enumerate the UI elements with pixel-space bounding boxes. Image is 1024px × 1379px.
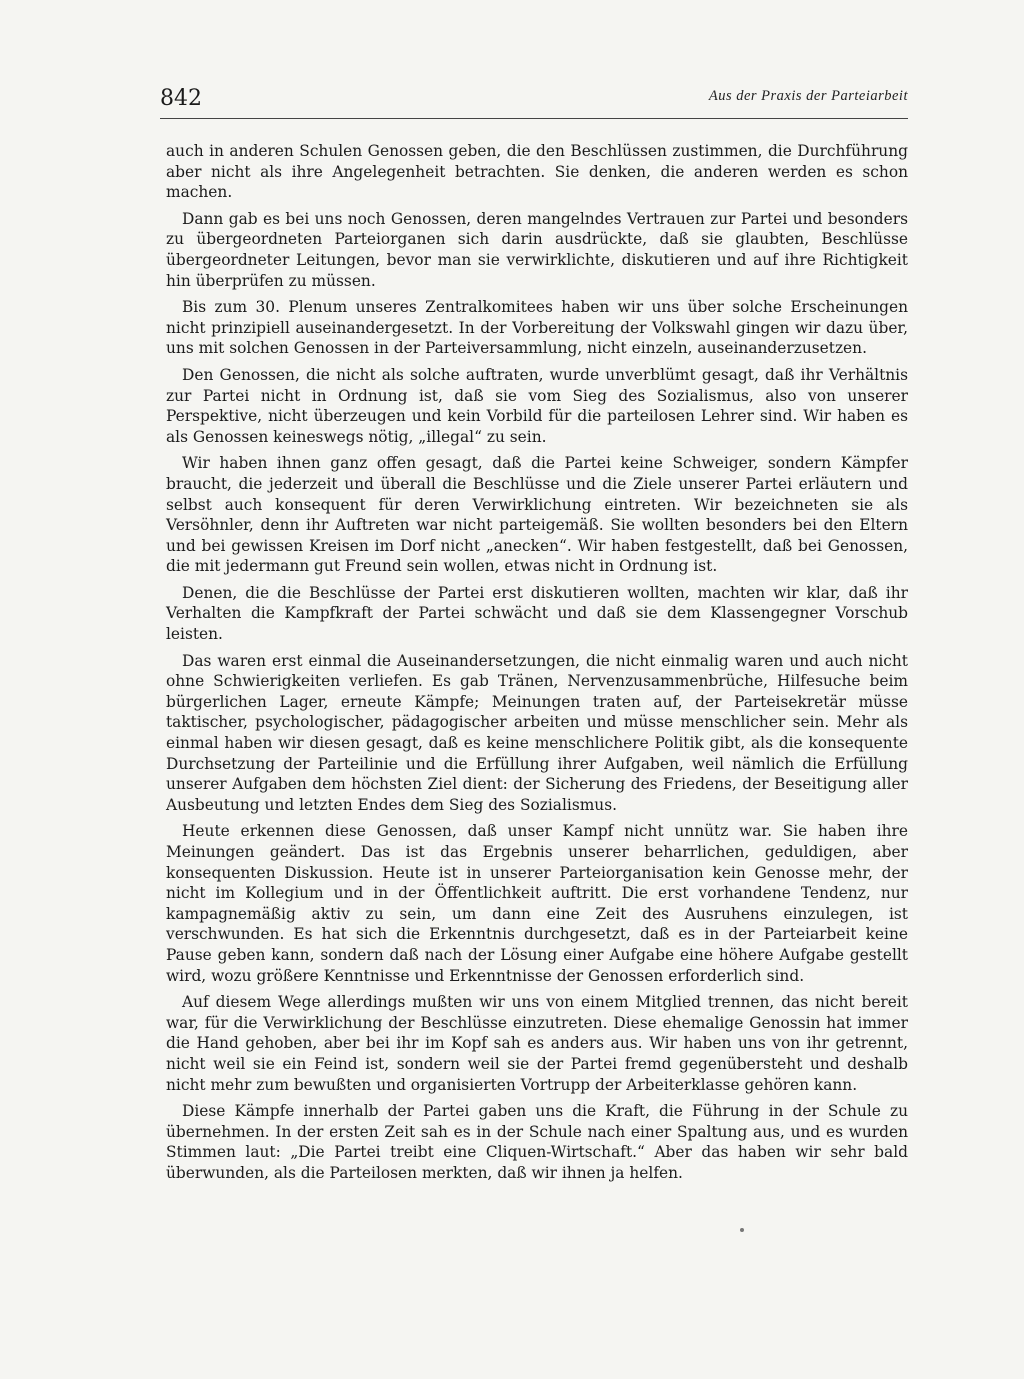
paragraph-10: Diese Kämpfe innerhalb der Partei gaben uns die Kraft, die Führung in der Schule zu übernehmen. In der ersten Zeit sah es in der Schule nach einer Spaltung aus, und es wurden Stimmen laut: „Die Partei treibt eine Cliquen-Wirtschaft.“ Aber das haben wir sehr bald überwunden, als die Parteilosen merkten, daß wir ihnen ja helfen. <box>166 1102 908 1182</box>
paragraph-3: Bis zum 30. Plenum unseres Zentralkomitees haben wir uns über solche Erscheinungen nicht prinzipiell auseinandergesetzt. In der Vorbereitung der Volkswahl gingen wir dazu über, uns mit solchen Genossen in der Parteiversammlung, nicht einzeln, auseinanderzusetzen. <box>166 298 908 358</box>
page-number: 842 <box>160 86 202 111</box>
running-head: Aus der Praxis der Parteiarbeit <box>708 88 908 104</box>
body-text <box>166 141 908 1190</box>
paragraph-4: Den Genossen, die nicht als solche auftraten, wurde unverblümt gesagt, daß ihr Verhältnis zur Partei nicht in Ordnung ist, daß sie vom Sieg des Sozialismus, also von unserer Perspektive, nicht überzeugen und kein Vorbild für die parteilosen Lehrer sind. Wir haben es als Genossen keineswegs nötig, „illegal“ zu sein. <box>166 365 908 446</box>
ink-speck <box>740 1228 744 1232</box>
paragraph-2: Dann gab es bei uns noch Genossen, deren mangelndes Vertrauen zur Partei und besonders zu übergeordneten Parteiorganen sich darin ausdrückte, daß sie glaubten, Beschlüsse übergeordneter Leitungen, bevor man sie verwirklichte, diskutieren und auf ihre Richtigkeit hin überprüfen zu müssen. <box>166 209 908 290</box>
paragraph-5: Wir haben ihnen ganz offen gesagt, daß die Partei keine Schweiger, sondern Kämpfer braucht, die jederzeit und überall die Beschlüsse und die Ziele unserer Partei erläutern und selbst auch konsequent für deren Verwirklichung eintreten. Wir bezeichneten sie als Versöhnler, denn ihr Auftreten war nicht parteigemäß. Sie wollten besonders bei den Eltern und bei gewissen Kreisen im Dorf nicht „anecken“. Wir haben festgestellt, daß bei Genossen, die mit jedermann gut Freund sein wollen, etwas nicht in Ordnung ist. <box>166 454 908 576</box>
paragraph-1: auch in anderen Schulen Genossen geben, die den Beschlüssen zustimmen, die Durchführung aber nicht als ihre Angelegenheit betrachten. Sie denken, die anderen werden es schon machen. <box>166 142 908 202</box>
page-header <box>160 84 908 119</box>
paragraph-9: Auf diesem Wege allerdings mußten wir uns von einem Mitglied trennen, das nicht bereit war, für die Verwirklichung der Beschlüsse einzutreten. Diese ehemalige Genossin hat immer die Hand gehoben, aber bei ihr im Kopf sah es anders aus. Wir haben uns von ihr getrennt, nicht weil sie ein Feind ist, sondern weil sie der Partei fremd gegenübersteht und deshalb nicht mehr zum bewußten und organisierten Vortrupp der Arbeiterklasse gehören kann. <box>166 993 908 1094</box>
paragraph-7: Das waren erst einmal die Auseinandersetzungen, die nicht einmalig waren und auch nicht ohne Schwierigkeiten verliefen. Es gab Tränen, Nervenzusammenbrüche, Hilfesuche beim bürgerlichen Lager, erneute Kämpfe; Meinungen traten auf, der Parteisekretär müsse taktischer, psychologischer, pädagogischer arbeiten und müsse menschlicher sein. Mehr als einmal haben wir diesen gesagt, daß es keine menschlichere Politik gibt, als die konsequente Durchsetzung der Parteilinie und die Erfüllung ihrer Aufgaben, weil nämlich die Erfüllung unserer Aufgaben dem höchsten Ziel dient: der Sicherung des Friedens, der Beseitigung aller Ausbeutung und letzten Endes dem Sieg des Sozialismus. <box>166 651 908 814</box>
paragraph-6: Denen, die die Beschlüsse der Partei erst diskutieren wollten, machten wir klar, daß ihr Verhalten die Kampfkraft der Partei schwächt und daß sie dem Klassengegner Vorschub leisten. <box>166 583 908 644</box>
paragraph-8: Heute erkennen diese Genossen, daß unser Kampf nicht unnütz war. Sie haben ihre Meinungen geändert. Das ist das Ergebnis unserer beharrlichen, geduldigen, aber konsequenten Diskussion. Heute ist in unserer Parteiorganisation kein Genosse mehr, der nicht im Kollegium und in der Öffentlichkeit auftritt. Die erst vorhandene Tendenz, nur kampagnemäßig aktiv zu sein, um dann eine Zeit des Ausruhens einzulegen, ist verschwunden. Es hat sich die Erkenntnis durchgesetzt, daß es in der Parteiarbeit keine Pause geben kann, sondern daß nach der Lösung einer Aufgabe eine höhere Aufgabe gestellt wird, wozu größere Kenntnisse und Erkenntnisse der Genossen erforderlich sind. <box>166 822 908 985</box>
